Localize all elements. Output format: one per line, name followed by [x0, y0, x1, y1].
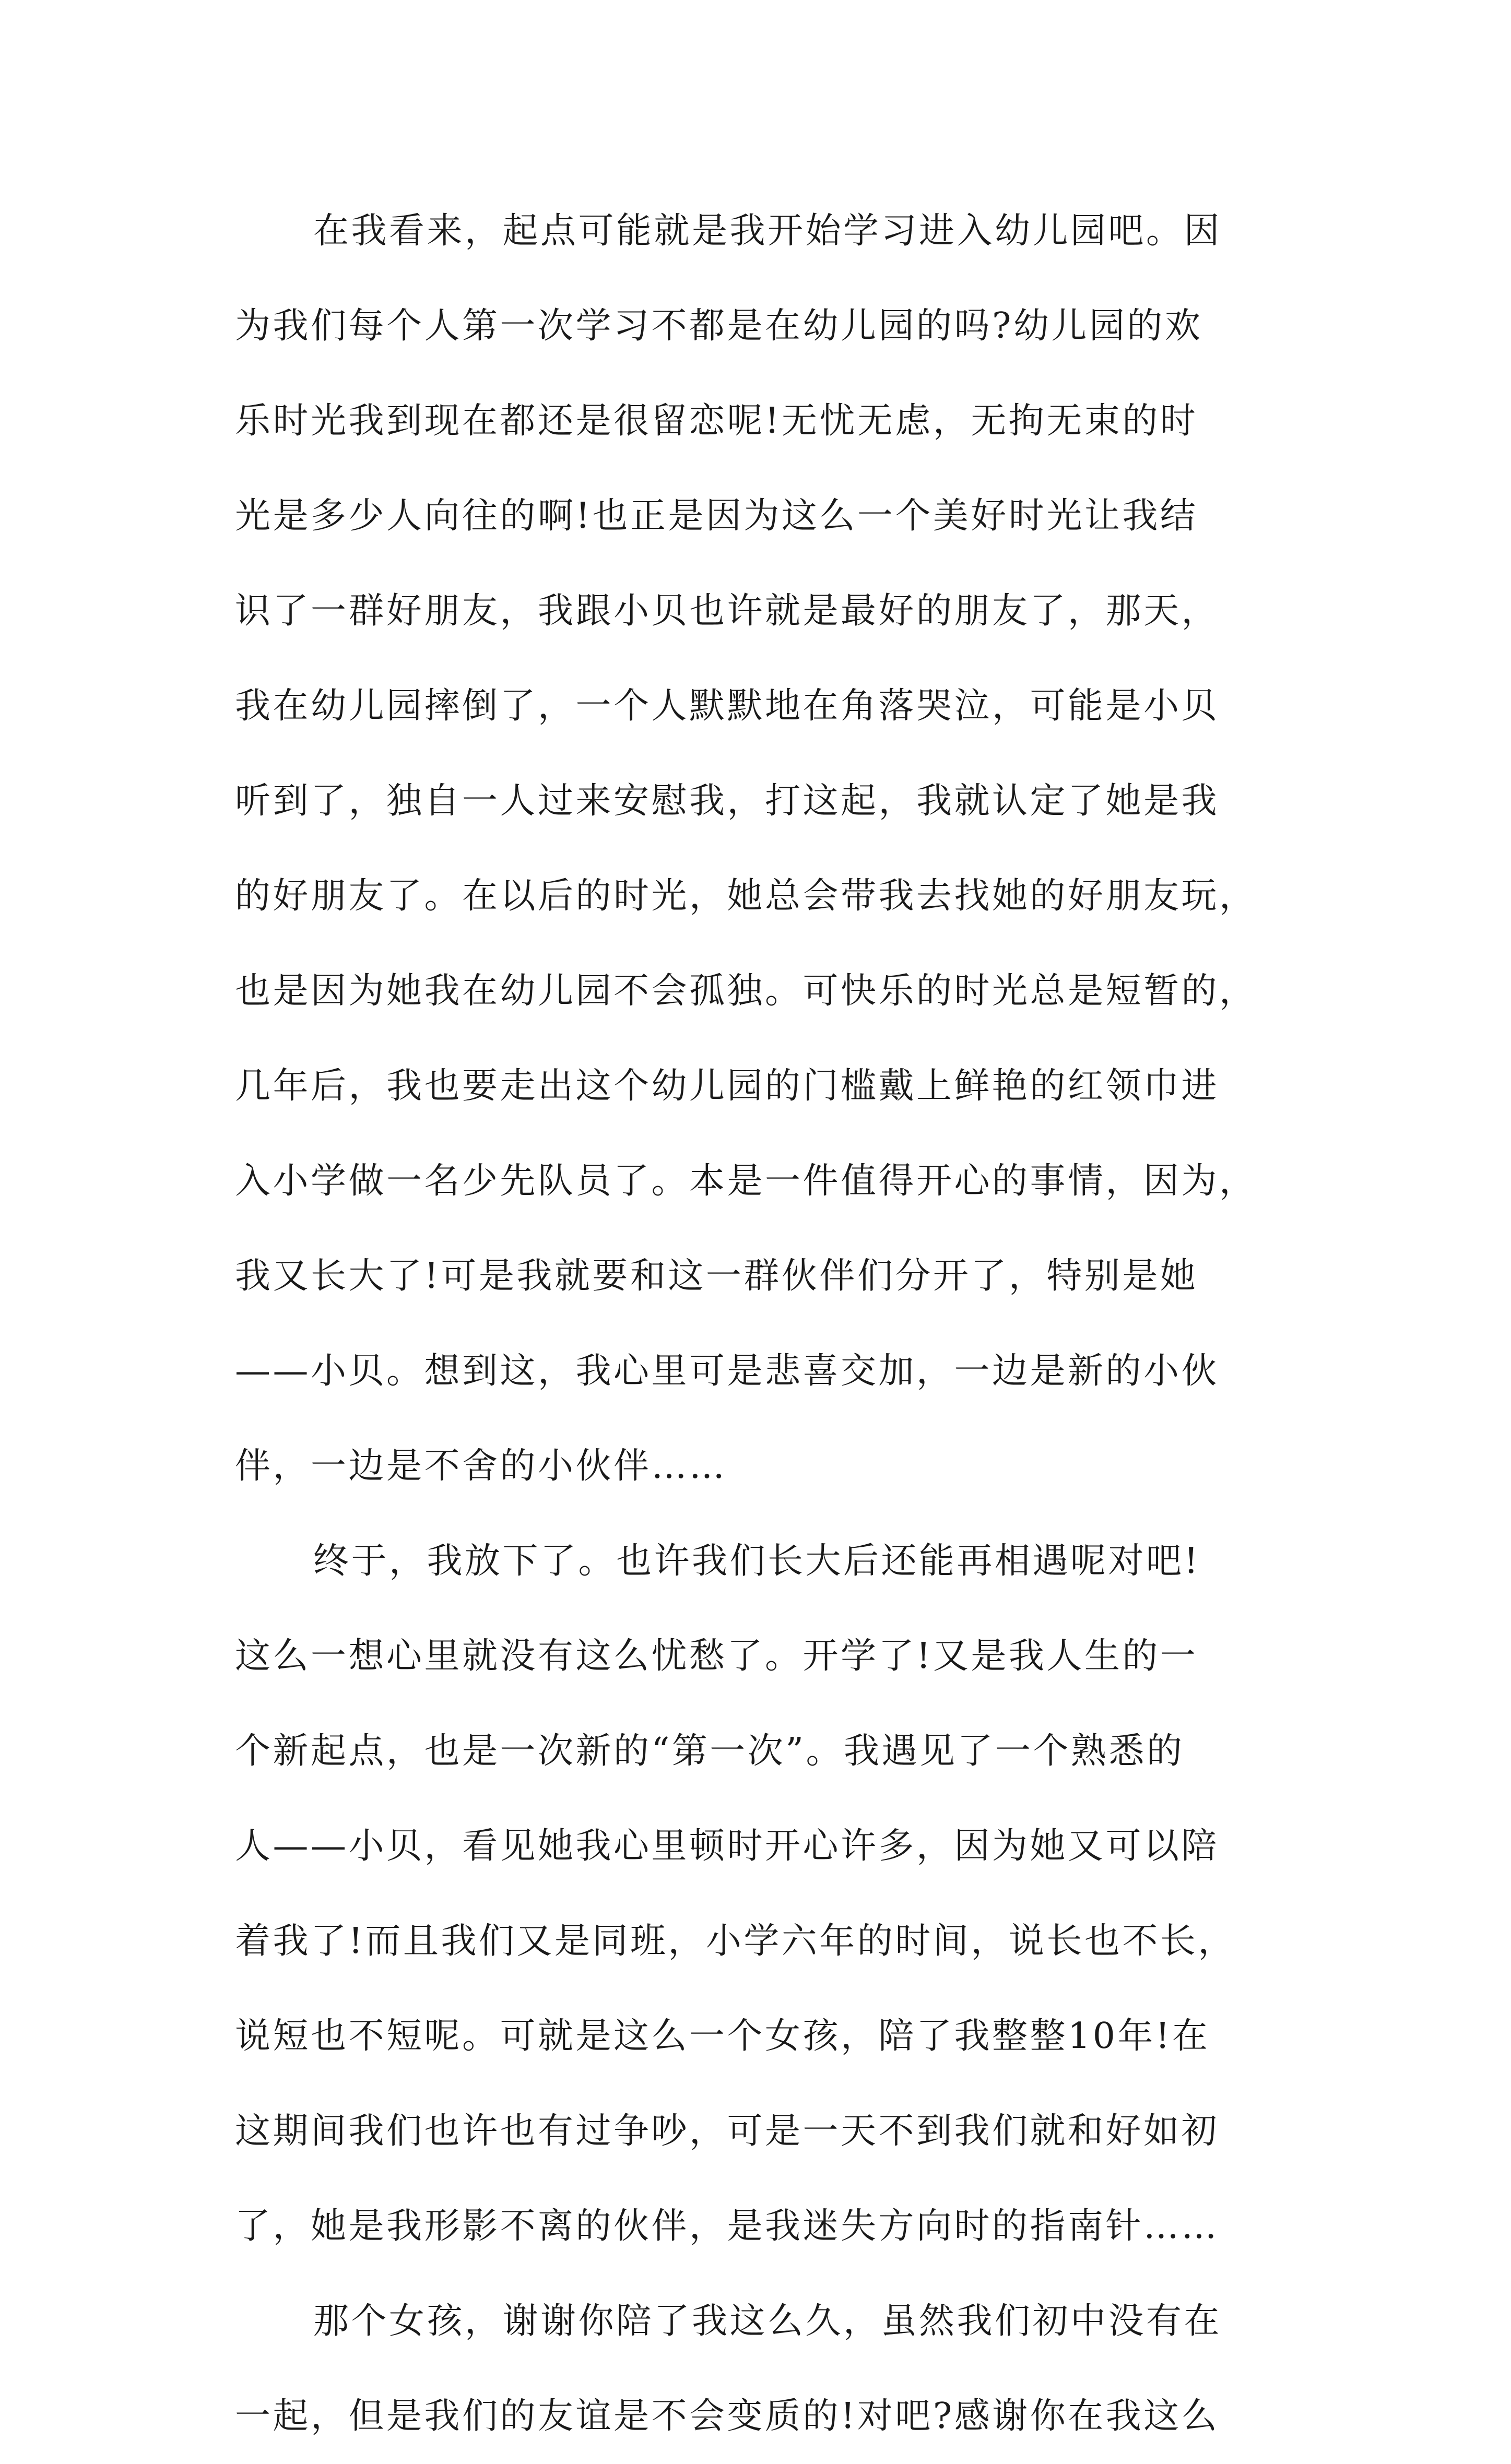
- paragraph-3: [235, 2274, 1300, 2464]
- text-line: 为我们每个人第一次学习不都是在幼儿园的吗?幼儿园的欢: [235, 305, 1203, 347]
- text-line: 这期间我们也许也有过争吵，可是一天不到我们就和好如初: [235, 2111, 1220, 2152]
- text-line: 说短也不短呢。可就是这么一个女孩，陪了我整整10年!在: [235, 2016, 1210, 2057]
- body-text: [235, 184, 1300, 2464]
- text-line: 那个女孩，谢谢你陪了我这么久，虽然我们初中没有在: [313, 2301, 1222, 2342]
- text-line: 个新起点，也是一次新的“第一次”。我遇见了一个熟悉的: [235, 1731, 1185, 1772]
- text-line: 入小学做一名少先队员了。本是一件值得开心的事情，因为，: [235, 1160, 1257, 1202]
- text-line: 听到了，独自一人过来安慰我，打这起，我就认定了她是我: [235, 780, 1220, 822]
- paragraph-2: [235, 1514, 1300, 2274]
- text-line: 在我看来，起点可能就是我开始学习进入幼儿园吧。因: [313, 210, 1222, 252]
- text-line: 光是多少人向往的啊!也正是因为这么一个美好时光让我结: [235, 495, 1198, 537]
- text-line: 人——小贝，看见她我心里顿时开心许多，因为她又可以陪: [235, 1826, 1220, 1867]
- text-line: 终于，我放下了。也许我们长大后还能再相遇呢对吧!: [313, 1541, 1201, 1582]
- text-line: 一起，但是我们的友谊是不会变质的!对吧?感谢你在我这么: [235, 2396, 1220, 2437]
- text-line: 着我了!而且我们又是同班，小学六年的时间，说长也不长，: [235, 1921, 1236, 1962]
- text-line: 这么一想心里就没有这么忧愁了。开学了!又是我人生的一: [235, 1636, 1198, 1677]
- paragraph-1: [235, 184, 1300, 1514]
- text-line: 我又长大了!可是我就要和这一群伙伴们分开了，特别是她: [235, 1255, 1198, 1297]
- text-line: 几年后，我也要走出这个幼儿园的门槛戴上鲜艳的红领巾进: [235, 1065, 1220, 1107]
- text-line: 了，她是我形影不离的伙伴，是我迷失方向时的指南针……: [235, 2206, 1220, 2247]
- text-line: 我在幼儿园摔倒了，一个人默默地在角落哭泣，可能是小贝: [235, 685, 1220, 727]
- text-line: ——小贝。想到这，我心里可是悲喜交加，一边是新的小伙: [235, 1351, 1220, 1392]
- text-line: 乐时光我到现在都还是很留恋呢!无忧无虑，无拘无束的时: [235, 400, 1198, 442]
- text-line: 的好朋友了。在以后的时光，她总会带我去找她的好朋友玩，: [235, 875, 1257, 917]
- text-line: 伴，一边是不舍的小伙伴……: [235, 1446, 727, 1487]
- text-line: 也是因为她我在幼儿园不会孤独。可快乐的时光总是短暂的，: [235, 970, 1257, 1012]
- text-line: 识了一群好朋友，我跟小贝也许就是最好的朋友了，那天，: [235, 590, 1220, 632]
